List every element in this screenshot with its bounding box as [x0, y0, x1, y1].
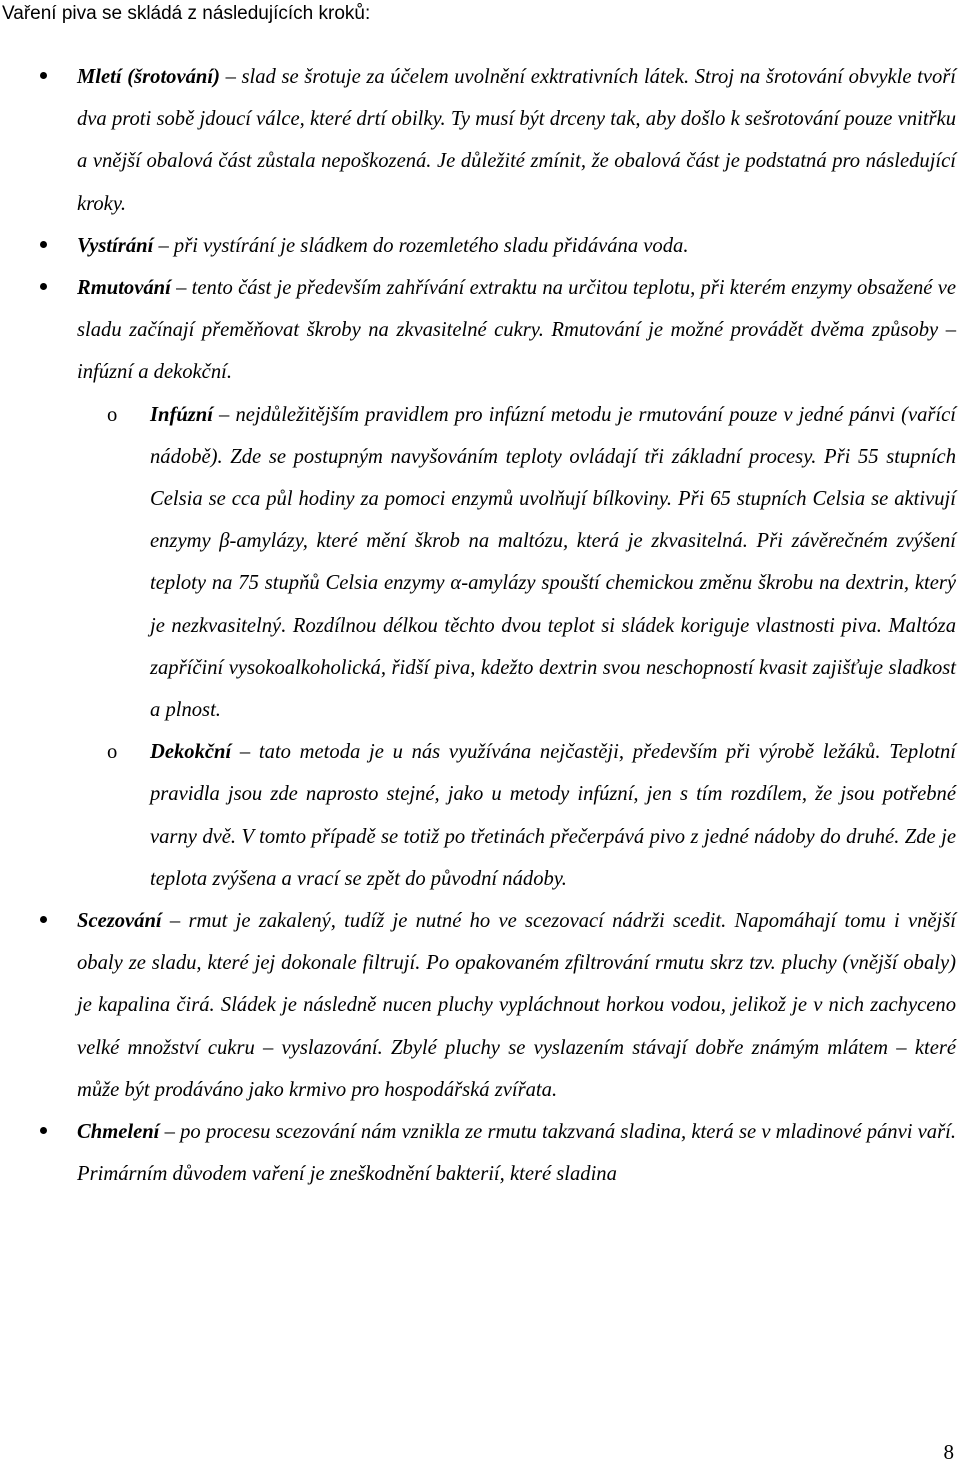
- term-infuzni: Infúzní: [150, 403, 213, 426]
- sub-list-item-infuzni: [0, 394, 960, 732]
- circle-bullet-icon: o: [107, 741, 118, 764]
- item-text: Zde se postupným navyšováním teploty ovládají tři základní procesy. Při 55 stupních Celsia se cca půl hodiny za pomoci enzymů uvolňují bílkoviny. Při 65 stupních Celsia se aktivují enzymy β-amylázy, které mění škrob na maltózu, která je zkvasitelná. Při závěrečném zvýšení teploty na 75 stupňů Celsia enzymy α-amylázy spouští chemickou změnu škrobu na dextrin, který je nezkvasitelný. Rozdílnou délkou těchto dvou teplot si sládek koriguje vlastnosti piva. Maltóza zapříčiní vysokoalkoholická, řidší piva, kdežto dextrin svou neschopností kvasit zajišťuje sladkost a plnost.: [150, 445, 956, 722]
- item-lead: – tento část je především zahřívání extraktu na určitou teplotu, při kterém enzymy obsažené ve sladu začínají přeměňovat škroby na zkvasitelné cukry. Rmutování je možné provádět dvěma způsoby – infúzní a dekokční.: [77, 277, 956, 384]
- bullet-icon: [40, 283, 47, 290]
- list-item-mleti: [0, 56, 960, 225]
- item-text: Stroj na šrotování obvykle tvoří dva proti sobě jdoucí válce, které drtí obilky. Ty musí být drceny tak, aby došlo k sešrotování pouze vnitřku a vnější obalová část zůstala nepoškozená. Je důležité zmínit, že obalová část je podstatná pro následující kroky.: [77, 66, 957, 215]
- item-lead: – tato metoda je u nás využívána nejčastěji, především při výrobě ležáků.: [231, 741, 881, 764]
- bullet-icon: [40, 241, 47, 248]
- list-item-vystirani: [0, 225, 960, 267]
- bullet-icon: [40, 1127, 47, 1134]
- item-text: – po procesu scezování nám vznikla ze rmutu takzvaná sladina, která se v mladinové pánvi vaří. Primárním důvodem vaření je zneškodnění bakterií, které sladina: [77, 1121, 956, 1186]
- term-scezovani: Scezování: [77, 910, 162, 933]
- item-lead: – slad se šrotuje za účelem uvolnění exktrativních látek.: [219, 66, 690, 88]
- item-lead: – při vystírání je sládkem do rozemletého sladu přidávána voda.: [153, 234, 689, 257]
- page-heading: Vaření piva se skládá z následujících kroků:: [2, 3, 371, 24]
- document-body: [0, 56, 960, 1195]
- list-item-rmutovani: [0, 267, 960, 394]
- bullet-icon: [40, 916, 47, 923]
- page-number: 8: [943, 1440, 954, 1464]
- list-item-scezovani: [0, 900, 960, 1111]
- list-item-chmeleni: [0, 1111, 960, 1195]
- term-vystirani: Vystírání: [77, 234, 154, 257]
- term-mleti: Mletí (šrotování): [77, 66, 220, 88]
- item-text: – rmut je zakalený, tudíž je nutné ho ve scezovací nádrži scedit. Napomáhají tomu i vnější obaly ze sladu, které jej dokonale filtrují. Po opakovaném zfiltrování rmutu skrz tzv. pluchy (vnější obaly) je kapalina čirá. Sládek je následně nucen pluchy vypláchnout horkou vodou, jelikož je v nich zachyceno velké množství cukru – vyslazování. Zbylé pluchy se vyslazením stávají dobře známým mlátem – které může být prodáváno jako krmivo pro hospodářská zvířata.: [77, 910, 956, 1101]
- term-dekokcni: Dekokční: [150, 741, 232, 764]
- sub-list-item-dekokcni: [0, 731, 960, 900]
- circle-bullet-icon: o: [107, 403, 118, 426]
- term-rmutovani: Rmutování: [77, 277, 171, 300]
- item-text: Teplotní pravidla jsou zde naprosto stejné, jako u metody infúzní, jen s tím rozdílem, že jsou potřebné varny dvě. V tomto případě se totiž po třetinách přečerpává pivo z jedné nádoby do druhé. Zde je teplota zvýšena a vrací se zpět do původní nádoby.: [150, 741, 956, 890]
- bullet-icon: [40, 72, 47, 79]
- item-lead: – nejdůležitějším pravidlem pro infúzní metodu je rmutování pouze v jedné pánvi (vařící nádobě).: [150, 403, 956, 468]
- term-chmeleni: Chmelení: [77, 1121, 160, 1144]
